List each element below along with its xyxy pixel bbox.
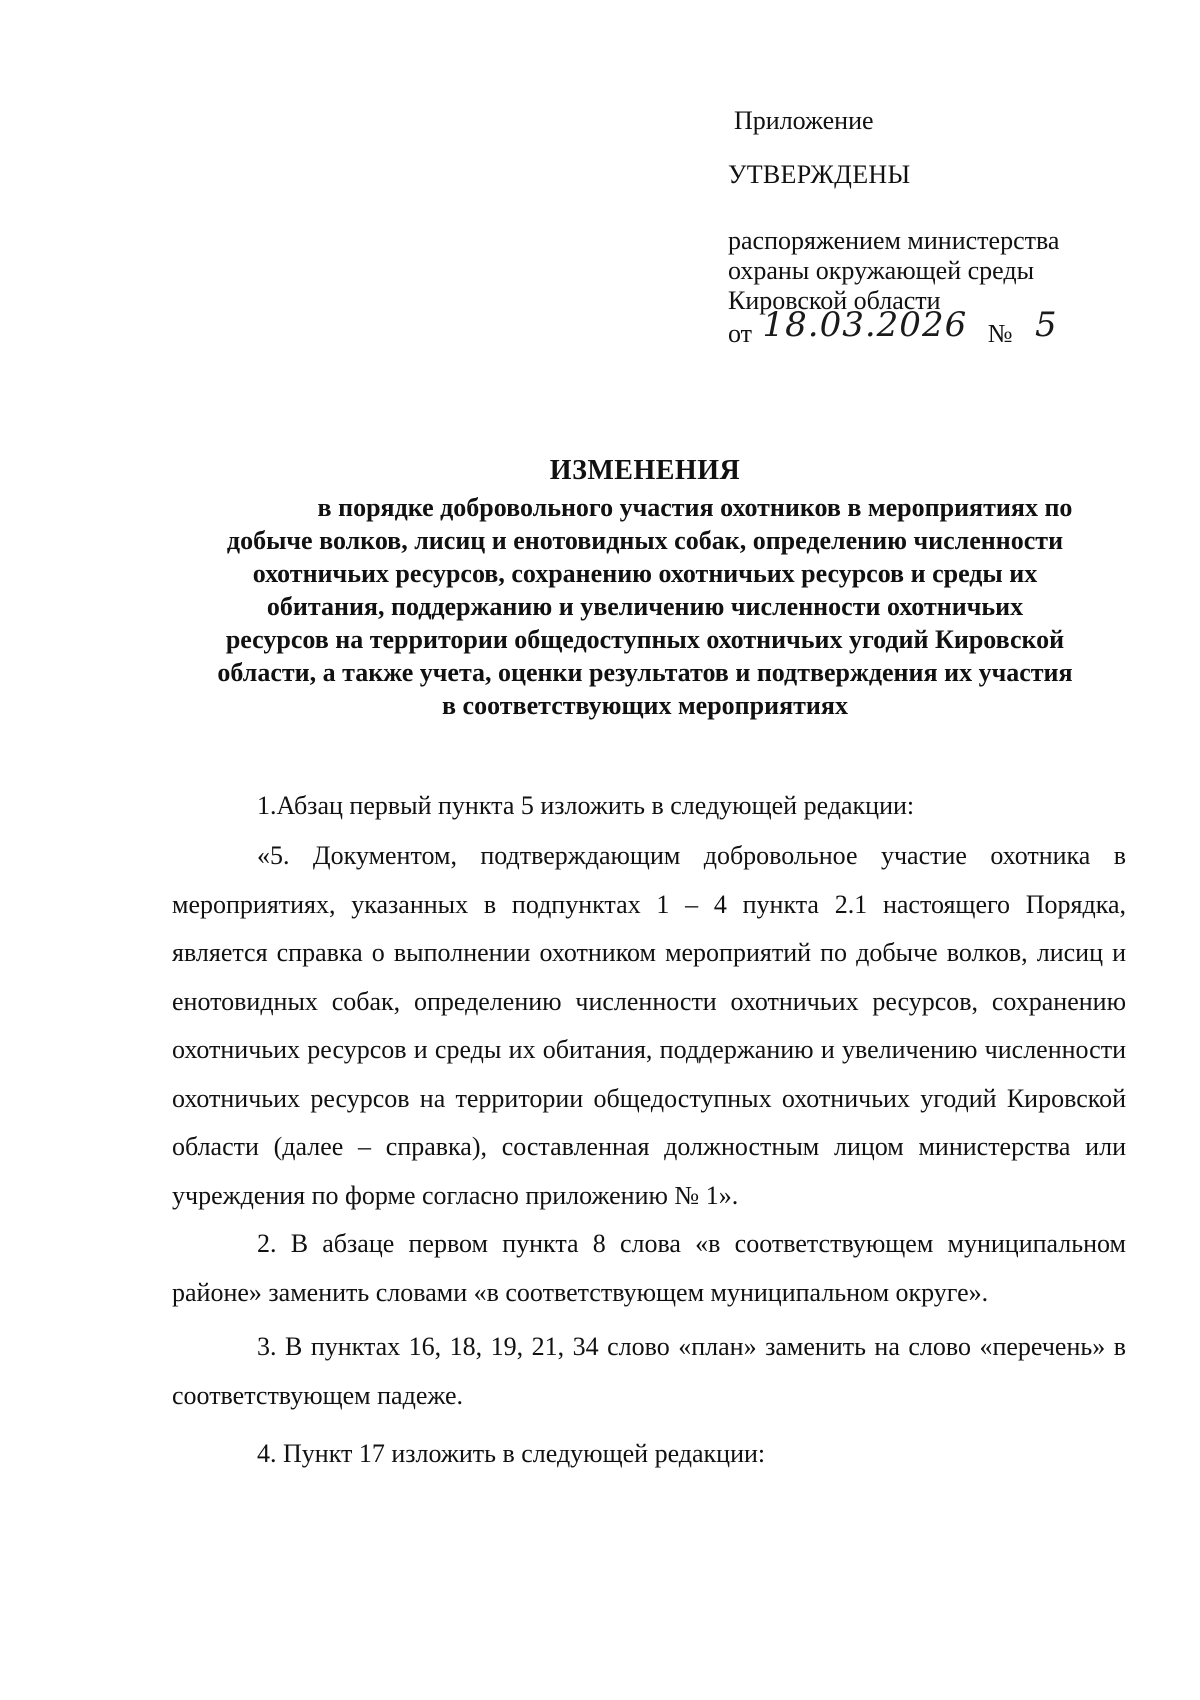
document-subtitle	[168, 491, 1122, 722]
subtitle-line: обитания, поддержанию и увеличению численности охотничьих	[266, 592, 1024, 621]
approved-label: УТВЕРЖДЕНЫ	[728, 160, 911, 189]
subtitle-line: области, а также учета, оценки результатов и подтверждения их участия	[217, 658, 1073, 687]
paragraph-3: 3. В пунктах 16, 18, 19, 21, 34 слово «план» заменить на слово «перечень» в соответствующем падеже.	[172, 1332, 1126, 1410]
title-block	[168, 455, 1122, 722]
appendix-label: Приложение	[734, 106, 874, 135]
subtitle-line: в порядке добровольного участия охотников в мероприятиях по	[317, 493, 1073, 522]
document-body	[172, 782, 1126, 1479]
paragraph-1-quote: «5. Документом, подтверждающим добровольное участие охотника в мероприятиях, указанных в подпунктах 1 – 4 пункта 2.1 настоящего Порядка, является справка о выполнении охотником мероприятий по добыче волков, лисиц и енотовидных собак, определению численности охотничьих ресурсов, сохранению охотничьих ресурсов и среды их обитания, поддержанию и увеличению численности охотничьих ресурсов на территории общедоступных охотничьих угодий Кировской области (далее – справка), составленная должностным лицом министерства или учреждения по форме согласно приложению № 1».	[172, 841, 1126, 1210]
subtitle-line: охотничьих ресурсов, сохранению охотничьих ресурсов и среды их	[252, 559, 1038, 588]
from-prefix: от	[728, 319, 753, 348]
paragraph-1: 1.Абзац первый пункта 5 изложить в следующей редакции:	[257, 791, 915, 820]
handwritten-date: 18.03.2026	[762, 305, 968, 345]
subtitle-line: в соответствующих мероприятиях	[442, 691, 848, 720]
ministry-line-1: распоряжением министерства	[728, 226, 1060, 255]
approval-block	[728, 106, 1148, 349]
document-title: ИЗМЕНЕНИЯ	[549, 455, 741, 486]
paragraph-4: 4. Пункт 17 изложить в следующей редакции:	[257, 1439, 766, 1468]
ministry-line-2: охраны окружающей среды	[728, 256, 1035, 285]
date-number-line	[728, 305, 1148, 349]
ministry-line-3: Кировской области	[728, 286, 941, 315]
subtitle-line: ресурсов на территории общедоступных охотничьих угодий Кировской	[225, 625, 1065, 654]
number-sign: №	[987, 319, 1013, 348]
paragraph-2: 2. В абзаце первом пункта 8 слова «в соответствующем муниципальном районе» заменить словами «в соответствующем муниципальном округе».	[172, 1229, 1126, 1307]
subtitle-line: добыче волков, лисиц и енотовидных собак, определению численности	[226, 526, 1064, 555]
handwritten-number: 5	[1035, 305, 1058, 345]
